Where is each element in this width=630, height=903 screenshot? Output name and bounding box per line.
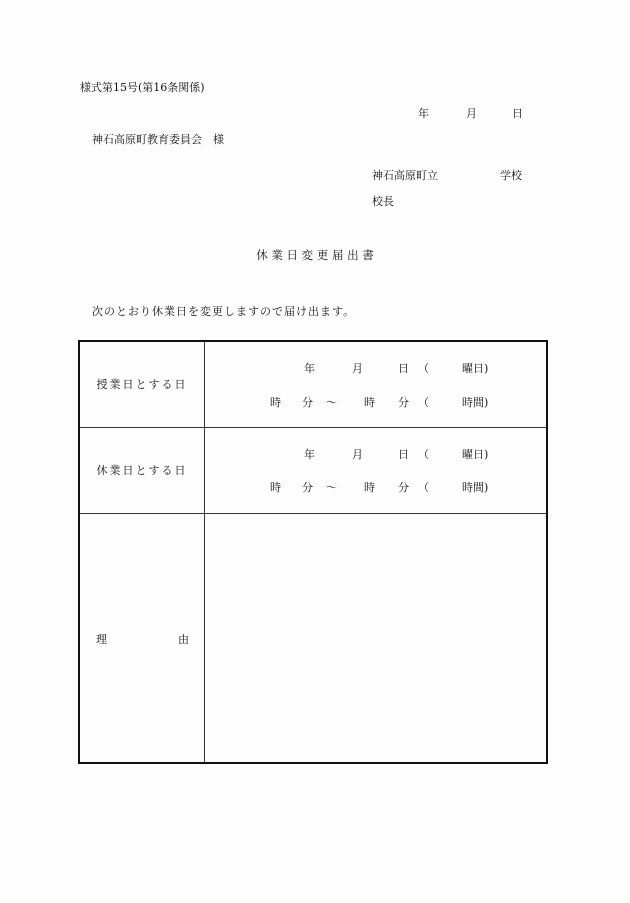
- reason-label-right: 由: [178, 633, 189, 646]
- principal-label: 校長: [372, 195, 394, 208]
- paren-open: （: [418, 362, 429, 375]
- end-minute-label: 分: [398, 396, 409, 409]
- hours-label: 時間): [462, 481, 489, 494]
- start-hour-label: 時: [270, 481, 281, 494]
- start-minute-label: 分: [302, 481, 313, 494]
- date-month-label: 月: [466, 107, 477, 120]
- end-minute-label: 分: [398, 481, 409, 494]
- date-day-label: 日: [512, 107, 523, 120]
- date-year-label: 年: [304, 448, 315, 461]
- date-month-label: 月: [352, 448, 363, 461]
- end-hour-label: 時: [364, 396, 375, 409]
- date-day-label: 日: [398, 448, 409, 461]
- date-year-label: 年: [304, 362, 315, 375]
- row-divider: [80, 427, 546, 428]
- start-minute-label: 分: [302, 396, 313, 409]
- reason-label-left: 理: [96, 633, 107, 646]
- paren-open: （: [418, 481, 429, 494]
- weekday-label: 曜日): [462, 448, 489, 461]
- addressee: 神石高原町教育委員会 様: [92, 133, 224, 146]
- paren-open: （: [418, 448, 429, 461]
- reason-input-area[interactable]: [205, 514, 546, 762]
- row-label: 休業日とする日: [96, 464, 188, 477]
- document-title: 休 業 日 変 更 届 出 書: [256, 248, 374, 262]
- hours-label: 時間): [462, 396, 489, 409]
- tilde: ～: [326, 396, 337, 409]
- form-number: 様式第15号(第16条関係): [80, 81, 205, 94]
- paren-open: （: [418, 396, 429, 409]
- date-year-label: 年: [418, 107, 429, 120]
- date-day-label: 日: [398, 362, 409, 375]
- end-hour-label: 時: [364, 481, 375, 494]
- start-hour-label: 時: [270, 396, 281, 409]
- school-suffix: 学校: [500, 169, 522, 182]
- row-label: 授業日とする日: [96, 378, 188, 391]
- intro-text: 次のとおり休業日を変更しますので届け出ます。: [92, 305, 356, 318]
- school-prefix: 神石高原町立: [372, 169, 438, 182]
- date-month-label: 月: [352, 362, 363, 375]
- weekday-label: 曜日): [462, 362, 489, 375]
- form-table: [78, 340, 548, 764]
- tilde: ～: [326, 481, 337, 494]
